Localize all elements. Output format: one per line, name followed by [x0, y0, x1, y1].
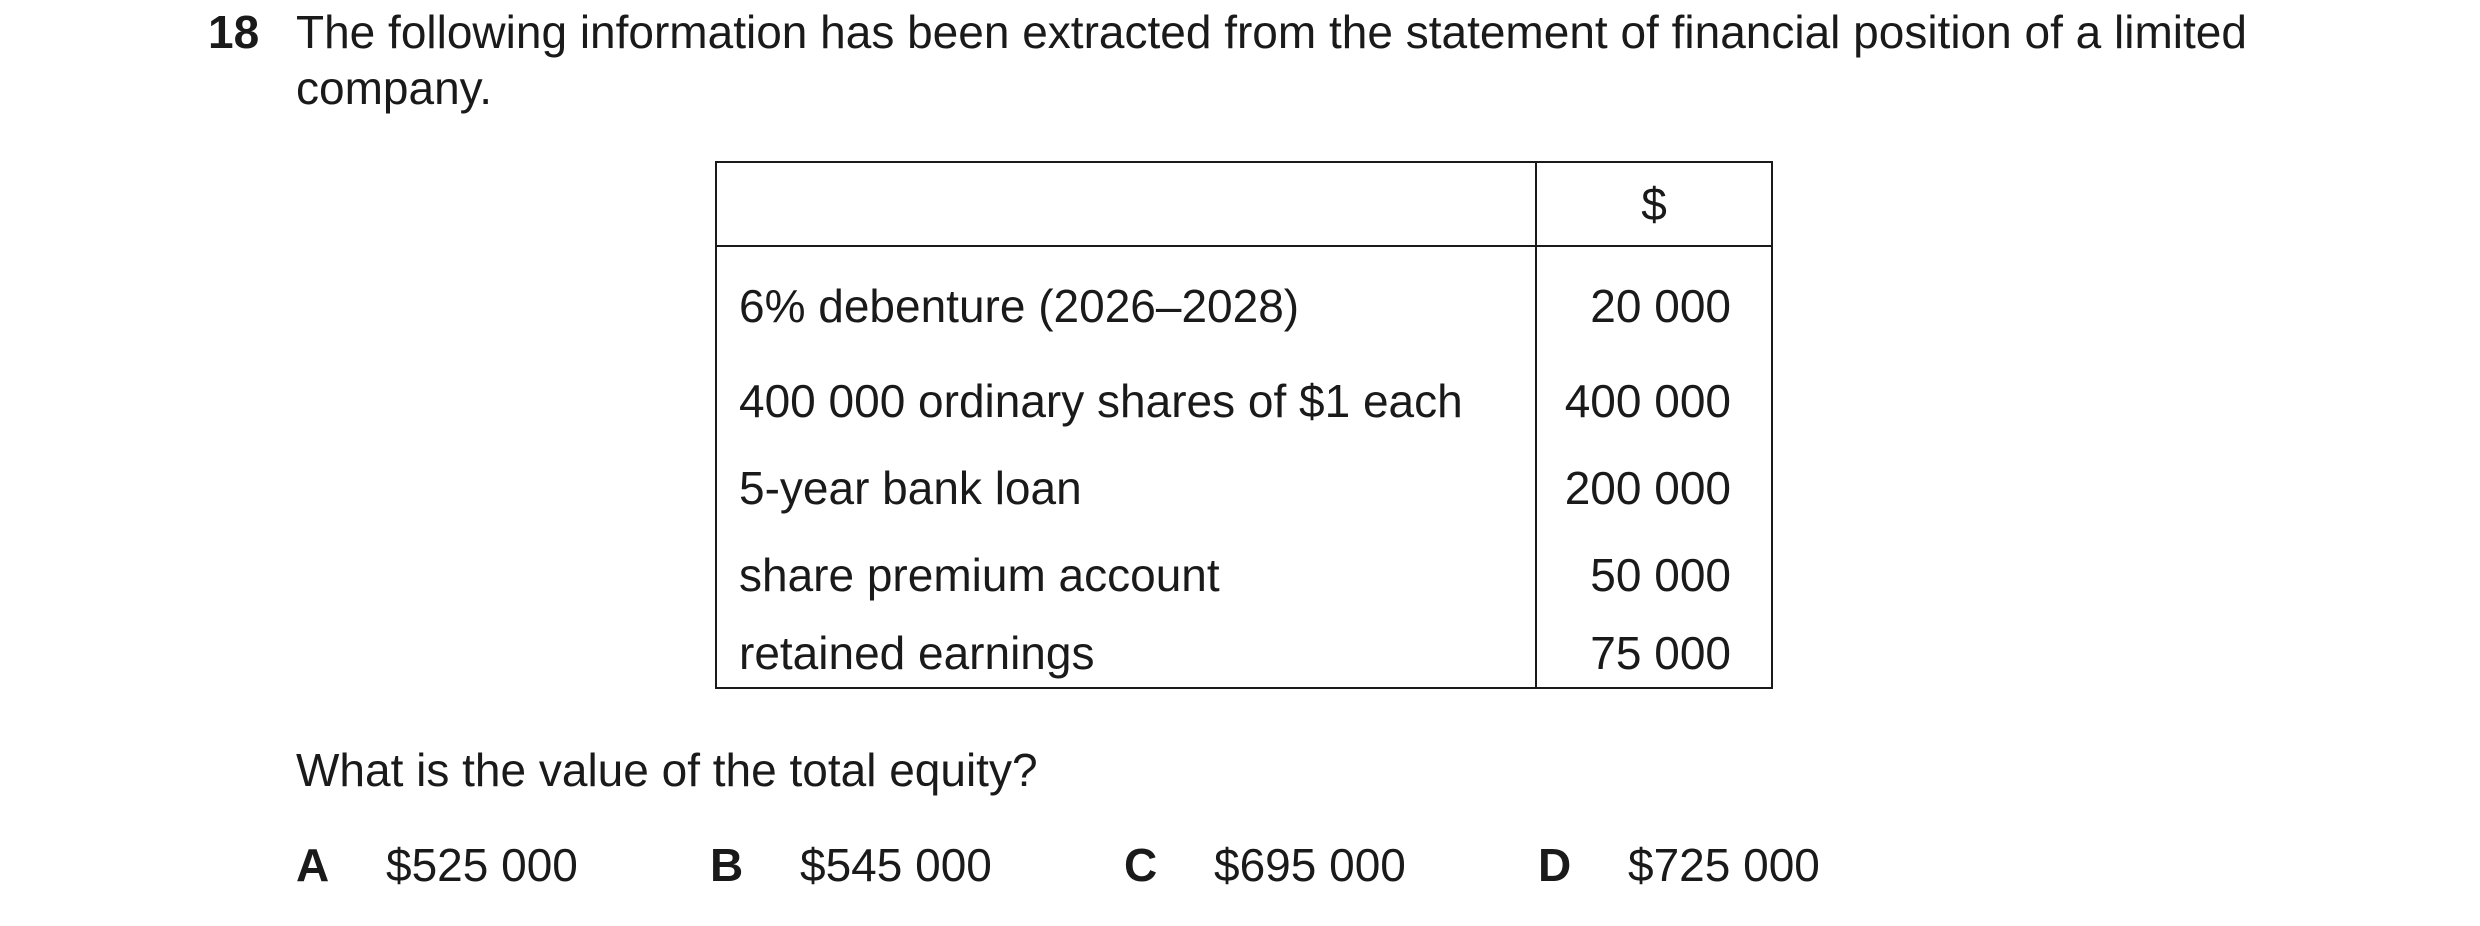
- option-letter: D: [1538, 839, 1572, 891]
- table-row: [716, 531, 1772, 618]
- row-amount: 20 000: [1536, 246, 1772, 357]
- row-item: share premium account: [716, 531, 1536, 618]
- option-value: $695 000: [1214, 839, 1406, 891]
- row-item: retained earnings: [716, 618, 1536, 688]
- row-amount: 200 000: [1536, 444, 1772, 531]
- question-stem-line-2: company.: [296, 62, 493, 114]
- table-header-item-cell: [716, 162, 1536, 246]
- row-item: 6% debenture (2026–2028): [716, 246, 1536, 357]
- option-d[interactable]: [1538, 837, 1820, 893]
- financial-position-table: [715, 161, 1773, 689]
- option-c[interactable]: [1124, 837, 1406, 893]
- table-row: [716, 444, 1772, 531]
- row-item: 400 000 ordinary shares of $1 each: [716, 357, 1536, 444]
- row-amount: 50 000: [1536, 531, 1772, 618]
- table-row: [716, 246, 1772, 357]
- option-a[interactable]: [296, 837, 578, 893]
- question-stem: [296, 4, 2296, 116]
- row-amount: 400 000: [1536, 357, 1772, 444]
- currency-header: $: [1536, 162, 1772, 246]
- option-value: $525 000: [386, 839, 578, 891]
- question-stem-line-1: The following information has been extracted from the statement of financial position of a limited: [296, 6, 2247, 58]
- option-value: $545 000: [800, 839, 992, 891]
- option-b[interactable]: [710, 837, 992, 893]
- option-value: $725 000: [1628, 839, 1820, 891]
- option-letter: A: [296, 839, 330, 891]
- question-prompt: What is the value of the total equity?: [296, 744, 1038, 796]
- table-row: [716, 618, 1772, 688]
- row-item: 5-year bank loan: [716, 444, 1536, 531]
- table-header-row: [716, 162, 1772, 246]
- question-number: 18: [208, 6, 260, 58]
- option-letter: C: [1124, 839, 1158, 891]
- option-letter: B: [710, 839, 744, 891]
- table-row: [716, 357, 1772, 444]
- row-amount: 75 000: [1536, 618, 1772, 688]
